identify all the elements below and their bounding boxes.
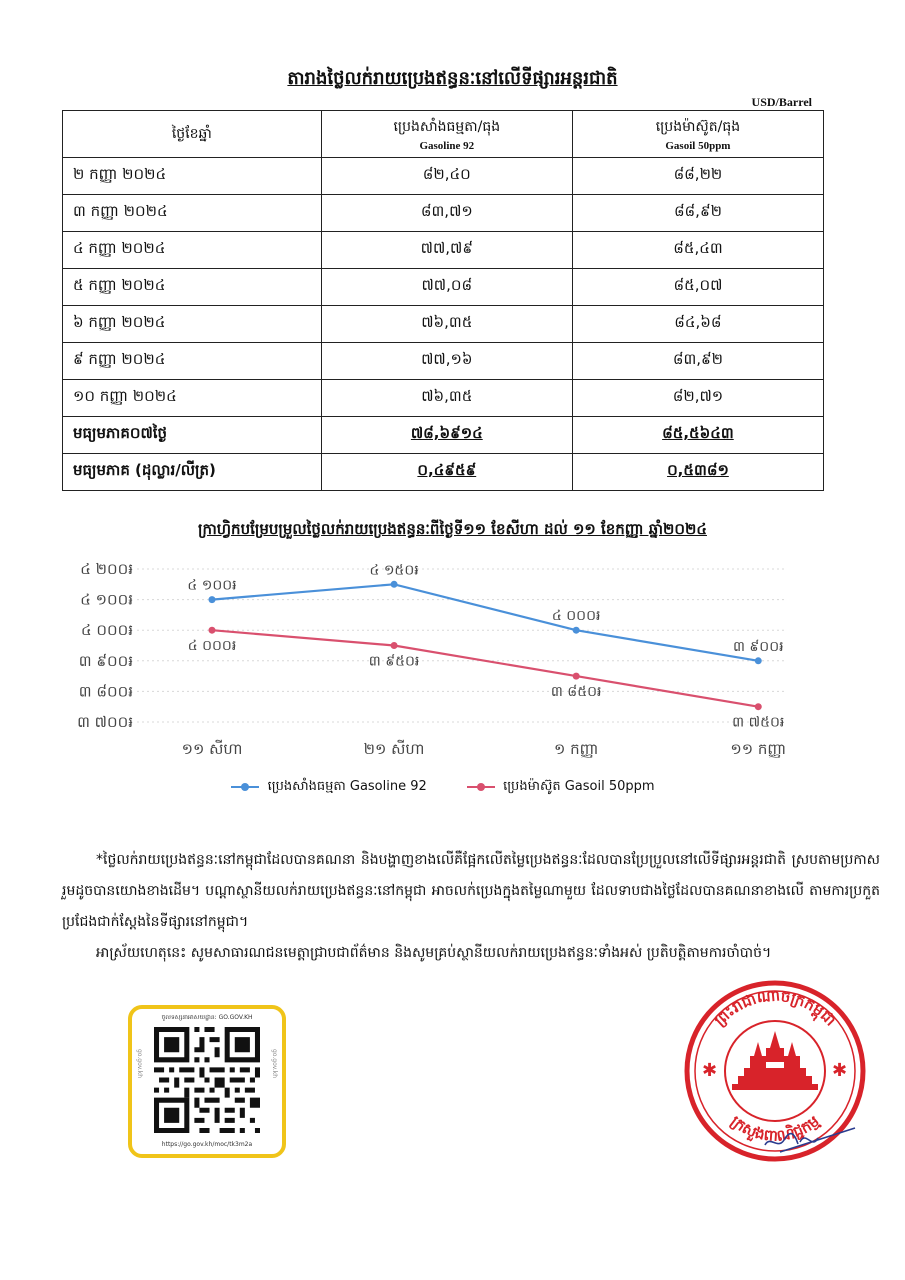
row-gasoil: ៨៨,២២: [572, 158, 823, 195]
legend-gasoline-label: ប្រេងសាំងធម្មតា Gasoline 92: [267, 779, 427, 794]
series-point-1: [391, 642, 398, 649]
legend-gasoil-swatch: [467, 786, 495, 788]
avg-7day-label: មធ្យមភាគ០៧ថ្ងៃ: [63, 417, 322, 454]
table-row: [63, 269, 824, 306]
row-gasoline: ៧៦,៣៥: [321, 306, 572, 343]
row-gasoline: ៧៧,០៨: [321, 269, 572, 306]
y-tick-label: ៤ ២០០៛: [80, 560, 133, 578]
header-date: ថ្ងៃខែឆ្នាំ: [63, 111, 322, 158]
data-label: ៤ ១៥០៛: [369, 562, 419, 579]
signature-icon: [760, 1120, 860, 1160]
row-date: ៣ កញ្ញា ២០២៤: [63, 195, 322, 232]
table-row: [63, 232, 824, 269]
row-date: ៥ កញ្ញា ២០២៤: [63, 269, 322, 306]
series-point-1: [755, 703, 762, 710]
qr-side-text-left: go.gov.kh: [136, 1049, 143, 1079]
legend-item-gasoil: [467, 778, 655, 797]
qr-card[interactable]: [128, 1005, 286, 1158]
series-point-0: [755, 657, 762, 664]
table-row: [63, 380, 824, 417]
angkor-temple-icon: [732, 1031, 818, 1090]
price-table: [62, 110, 824, 491]
data-label: ៤ ១០០៛: [187, 577, 237, 594]
qr-code-icon: [154, 1027, 260, 1133]
chart-legend: [62, 778, 824, 797]
table-row: [63, 343, 824, 380]
row-gasoline: ៧៦,៣៥: [321, 380, 572, 417]
seal-bottom-text: ក្រសួងពាណិជ្ជកម្ម: [727, 1111, 823, 1146]
header-gasoil: ប្រេងម៉ាស៊ូត/ធុង Gasoil 50ppm: [572, 111, 823, 158]
row-gasoline: ៨២,៤០: [321, 158, 572, 195]
row-date: ២ កញ្ញា ២០២៤: [63, 158, 322, 195]
row-gasoil: ៨៥,០៧: [572, 269, 823, 306]
legend-item-gasoline: [231, 778, 426, 797]
row-gasoline: ៨៣,៧១: [321, 195, 572, 232]
qr-side-text-right: go.gov.kh: [271, 1049, 278, 1079]
header-gasoline: ប្រេងសាំងធម្មតា/ធុង Gasoline 92: [321, 111, 572, 158]
series-point-0: [391, 581, 398, 588]
data-label: ៣ ៧៥០៛: [732, 714, 785, 731]
table-row: [63, 158, 824, 195]
x-tick-label: ២១ សីហា: [363, 740, 425, 758]
row-gasoil: ៨៤,៦៨: [572, 306, 823, 343]
row-gasoil: ៨៨,៩២: [572, 195, 823, 232]
row-gasoil: ៨២,៧១: [572, 380, 823, 417]
avg-liter-label: មធ្យមភាគ (ដុល្លារ/លីត្រ): [63, 454, 322, 491]
data-label: ៤ ០០០៛: [551, 608, 601, 625]
note-section: [62, 845, 880, 969]
row-date: ៩ កញ្ញា ២០២៤: [63, 343, 322, 380]
table-header-row: [63, 111, 824, 158]
series-point-1: [209, 627, 216, 634]
table-row: [63, 195, 824, 232]
series-line-1: [212, 630, 758, 707]
document-title: តារាងថ្លៃលក់រាយប្រេងឥន្ធនៈនៅលើទីផ្សារអន្តរជាតិ: [287, 68, 618, 89]
y-tick-label: ៣ ៧០០៛: [77, 713, 133, 731]
y-tick-label: ៤ ១០០៛: [80, 590, 133, 609]
avg-liter-gasoline: ០,៤៩៥៩: [321, 454, 572, 491]
avg-liter-gasoil: ០,៥៣៨១: [572, 454, 823, 491]
chart-title: ក្រាហ្វិកបម្រែបម្រួលថ្លៃលក់រាយប្រេងឥន្ធនៈពីថ្ងៃទី១១ ខែសីហា ដល់ ១១ ខែកញ្ញា ឆ្នាំ២០២៤: [198, 520, 707, 538]
series-point-0: [209, 596, 216, 603]
average-liter-row: [63, 454, 824, 491]
x-tick-label: ១ កញ្ញា: [553, 740, 599, 758]
chart-svg: [62, 547, 824, 777]
data-label: ៣ ៩០០៛: [732, 638, 784, 655]
row-gasoil: ៨៥,៤៣: [572, 232, 823, 269]
price-line-chart: [62, 547, 824, 815]
unit-label: USD/Barrel: [751, 95, 812, 109]
x-tick-label: ១១ សីហា: [181, 740, 243, 758]
data-label: ៤ ០០០៛: [187, 638, 237, 655]
data-label: ៣ ៨៥០៛: [550, 684, 602, 701]
avg-7day-gasoil: ៨៥,៥៦៤៣: [572, 417, 823, 454]
series-point-1: [573, 673, 580, 680]
series-line-0: [212, 584, 758, 661]
row-gasoil: ៨៣,៩២: [572, 343, 823, 380]
y-tick-label: ៣ ៩០០៛: [78, 651, 133, 670]
note-paragraph-2: អាស្រ័យហេតុនេះ សូមសាធារណជនមេត្តាជ្រាបជាព័ត៌មាន និងសូមគ្រប់ស្ថានីយលក់រាយប្រេងឥន្ធនៈទាំងអស់ ប្រតិបត្តិតាមការចាំបាច់។: [96, 945, 772, 961]
avg-7day-gasoline: ៧៨,៦៩១៤: [321, 417, 572, 454]
y-tick-label: ៣ ៨០០៛: [78, 682, 133, 701]
x-tick-label: ១១ កញ្ញា: [730, 740, 787, 758]
data-label: ៣ ៩៥០៛: [368, 653, 420, 670]
average-7day-row: [63, 417, 824, 454]
seal-top-text: ព្រះរាជាណាចក្រកម្ពុជា: [710, 986, 840, 1030]
row-date: ១០ កញ្ញា ២០២៤: [63, 380, 322, 417]
legend-gasoline-swatch: [231, 786, 259, 788]
qr-top-text: ចូលទស្សនាអាសយដ្ឋាន: GO.GOV.KH: [161, 1014, 253, 1021]
row-gasoline: ៧៧,១៦: [321, 343, 572, 380]
legend-gasoil-label: ប្រេងម៉ាស៊ូត Gasoil 50ppm: [503, 779, 655, 794]
row-date: ៤ កញ្ញា ២០២៤: [63, 232, 322, 269]
row-gasoline: ៧៧,៧៩: [321, 232, 572, 269]
qr-url-text: https://go.gov.kh/moc/tk3m2a: [161, 1141, 253, 1148]
seal-star-right-icon: ✱: [832, 1060, 848, 1081]
y-tick-label: ៤ ០០០៛: [80, 621, 133, 640]
note-paragraph-1: *ថ្លៃលក់រាយប្រេងឥន្ធនៈនៅកម្ពុជាដែលបានគណនា និងបង្ហាញខាងលើគឺផ្អែកលើតម្លៃប្រេងឥន្ធនៈដែលបានប្រែប្រួលនៅលើទីផ្សារអន្តរជាតិ ស្របតាមប្រកាសរួមដូចបានយោងខាងដើម។ បណ្តាស្ថានីយលក់រាយប្រេងឥន្ធនៈនៅកម្ពុជា អាចលក់ប្រេងក្នុងតម្លៃណាមួយ ដែលទាបជាងថ្លៃដែលបានគណនាខាងលើ តាមការប្រកួតប្រជែងជាក់ស្តែងនៃទីផ្សារនៅកម្ពុជា។: [62, 852, 880, 930]
table-row: [63, 306, 824, 343]
seal-star-left-icon: ✱: [702, 1060, 718, 1081]
series-point-0: [573, 627, 580, 634]
row-date: ៦ កញ្ញា ២០២៤: [63, 306, 322, 343]
